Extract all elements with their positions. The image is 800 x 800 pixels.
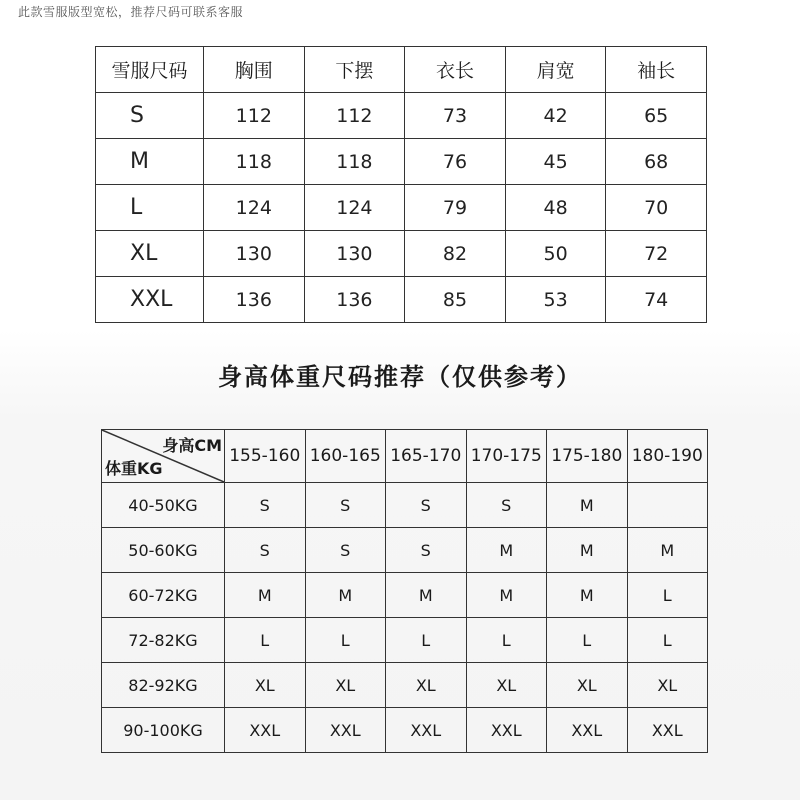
table-cell: 42 xyxy=(505,93,606,139)
table-row xyxy=(96,139,707,185)
weight-label: 40-50KG xyxy=(102,483,225,528)
recommendation-title: 身高体重尺码推荐（仅供参考） xyxy=(218,363,582,391)
size-cell: XL xyxy=(225,663,306,708)
table-cell: 70 xyxy=(606,185,707,231)
header-hem: 下摆 xyxy=(304,47,405,93)
size-cell: L xyxy=(466,618,547,663)
size-label: M xyxy=(96,139,204,185)
size-cell: L xyxy=(547,618,628,663)
weight-label: 90-100KG xyxy=(102,708,225,753)
table-row xyxy=(102,663,708,708)
size-cell xyxy=(627,483,708,528)
size-cell: L xyxy=(627,618,708,663)
size-cell: M xyxy=(466,528,547,573)
size-cell: M xyxy=(466,573,547,618)
table-row xyxy=(102,483,708,528)
table-cell: 48 xyxy=(505,185,606,231)
size-cell: L xyxy=(305,618,386,663)
table-cell: 136 xyxy=(304,277,405,323)
size-cell: XXL xyxy=(225,708,306,753)
table-cell: 74 xyxy=(606,277,707,323)
size-cell: XL xyxy=(386,663,467,708)
height-header: 175-180 xyxy=(547,430,628,483)
table-cell: 68 xyxy=(606,139,707,185)
size-cell: S xyxy=(386,528,467,573)
header-chest: 胸围 xyxy=(204,47,305,93)
size-cell: XL xyxy=(547,663,628,708)
table-row xyxy=(102,708,708,753)
table-cell: 50 xyxy=(505,231,606,277)
table-cell: 85 xyxy=(405,277,506,323)
size-cell: S xyxy=(305,483,386,528)
size-cell: XXL xyxy=(386,708,467,753)
size-cell: XXL xyxy=(627,708,708,753)
size-cell: S xyxy=(305,528,386,573)
size-cell: S xyxy=(225,483,306,528)
size-cell: M xyxy=(225,573,306,618)
corner-header-cell xyxy=(102,430,225,483)
table-cell: 118 xyxy=(304,139,405,185)
table-row xyxy=(96,93,707,139)
size-cell: M xyxy=(547,483,628,528)
table-row xyxy=(102,573,708,618)
table-cell: 79 xyxy=(405,185,506,231)
size-chart-header-row xyxy=(96,47,707,93)
size-cell: S xyxy=(386,483,467,528)
size-label: XL xyxy=(96,231,204,277)
size-cell: XL xyxy=(305,663,386,708)
table-cell: 45 xyxy=(505,139,606,185)
size-label: S xyxy=(96,93,204,139)
weight-label: 72-82KG xyxy=(102,618,225,663)
table-cell: 136 xyxy=(204,277,305,323)
recommendation-header-row xyxy=(102,430,708,483)
size-cell: XL xyxy=(627,663,708,708)
height-header: 155-160 xyxy=(225,430,306,483)
height-header: 165-170 xyxy=(386,430,467,483)
recommendation-table xyxy=(101,429,708,753)
table-cell: 124 xyxy=(204,185,305,231)
size-cell: S xyxy=(225,528,306,573)
table-cell: 130 xyxy=(204,231,305,277)
table-cell: 53 xyxy=(505,277,606,323)
size-label: XXL xyxy=(96,277,204,323)
table-row xyxy=(96,231,707,277)
size-cell: L xyxy=(386,618,467,663)
size-cell: M xyxy=(627,528,708,573)
table-row xyxy=(96,185,707,231)
height-header: 160-165 xyxy=(305,430,386,483)
size-cell: XXL xyxy=(466,708,547,753)
size-cell: S xyxy=(466,483,547,528)
weight-axis-label: 体重KG xyxy=(105,459,163,478)
size-advice-note: 此款雪服版型宽松，推荐尺码可联系客服 xyxy=(18,5,244,19)
size-chart-table xyxy=(95,46,707,323)
table-cell: 82 xyxy=(405,231,506,277)
table-cell: 72 xyxy=(606,231,707,277)
size-label: L xyxy=(96,185,204,231)
table-cell: 73 xyxy=(405,93,506,139)
header-sleeve: 袖长 xyxy=(606,47,707,93)
table-cell: 124 xyxy=(304,185,405,231)
header-length: 衣长 xyxy=(405,47,506,93)
table-cell: 112 xyxy=(304,93,405,139)
size-cell: XXL xyxy=(305,708,386,753)
table-cell: 118 xyxy=(204,139,305,185)
table-row xyxy=(96,277,707,323)
size-cell: L xyxy=(225,618,306,663)
height-axis-label: 身高CM xyxy=(162,436,222,455)
table-cell: 65 xyxy=(606,93,707,139)
height-header: 170-175 xyxy=(466,430,547,483)
table-row xyxy=(102,528,708,573)
size-cell: XXL xyxy=(547,708,628,753)
header-shoulder: 肩宽 xyxy=(505,47,606,93)
size-cell: M xyxy=(305,573,386,618)
weight-label: 50-60KG xyxy=(102,528,225,573)
weight-label: 60-72KG xyxy=(102,573,225,618)
size-cell: M xyxy=(386,573,467,618)
size-cell: M xyxy=(547,573,628,618)
table-cell: 76 xyxy=(405,139,506,185)
size-cell: M xyxy=(547,528,628,573)
size-cell: L xyxy=(627,573,708,618)
size-cell: XL xyxy=(466,663,547,708)
table-cell: 130 xyxy=(304,231,405,277)
header-size: 雪服尺码 xyxy=(96,47,204,93)
table-cell: 112 xyxy=(204,93,305,139)
weight-label: 82-92KG xyxy=(102,663,225,708)
table-row xyxy=(102,618,708,663)
height-header: 180-190 xyxy=(627,430,708,483)
